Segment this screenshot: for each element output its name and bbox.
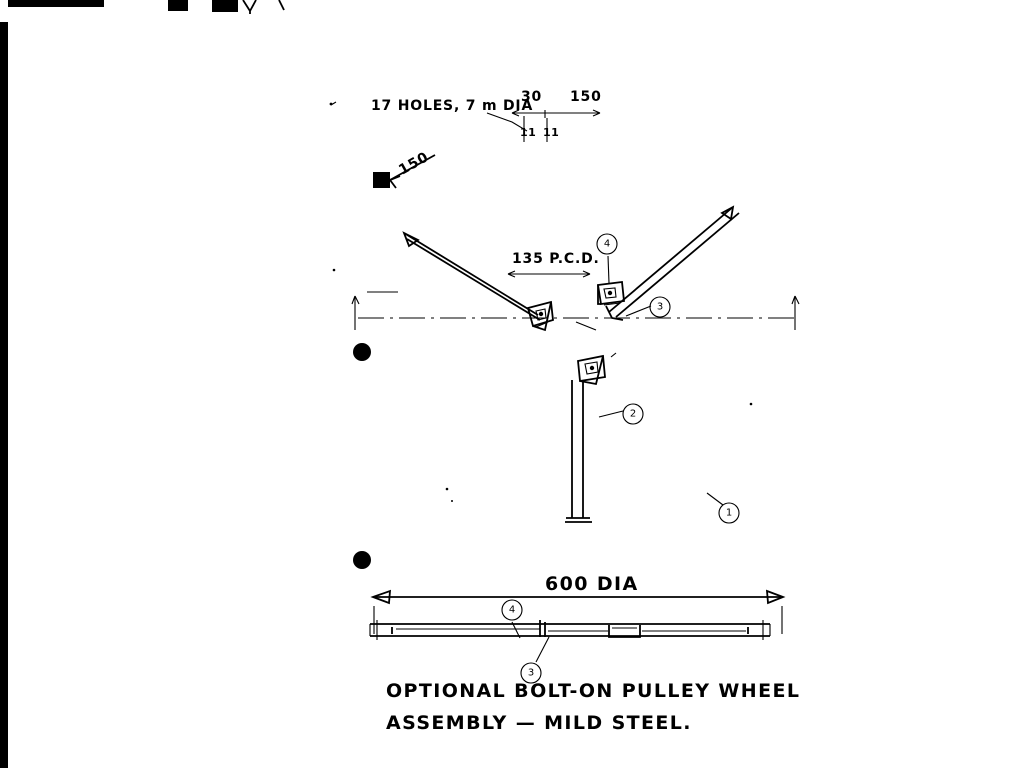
caption-line-1: OPTIONAL BOLT-ON PULLEY WHEEL (386, 680, 801, 702)
pcd-dimension-group (508, 251, 600, 277)
balloon-4-label: 4 (603, 238, 611, 250)
dim-30-label: 30 (521, 89, 543, 105)
balloon-1-label: 1 (725, 507, 733, 519)
leader-to-balloon-3b (536, 637, 549, 662)
caption-line-2: ASSEMBLY — MILD STEEL. (386, 712, 692, 734)
leader-to-balloon-1 (707, 493, 723, 505)
bullet-marks (353, 343, 371, 569)
leader-to-balloon-4 (608, 256, 609, 283)
bullet-mark-upper (353, 343, 371, 361)
caption-block (386, 680, 800, 734)
scan-speckles (330, 103, 753, 502)
dim-30-150-group (512, 89, 602, 142)
pulley-wheel-section (370, 620, 770, 640)
holes-note: 17 HOLES, 7 m DIA (371, 98, 534, 114)
arrowhead-right-arm (722, 207, 733, 219)
holes-note-group (331, 98, 533, 131)
solid-arrow-block (373, 172, 390, 188)
plan-centreline-group (352, 292, 800, 330)
elevation-column (565, 353, 616, 522)
tick-11-a: 11 (520, 126, 537, 139)
balloon-4 (597, 234, 617, 254)
balloon-1 (719, 503, 739, 523)
balloon-2-label: 2 (629, 408, 637, 420)
balloon-4-pulley (502, 600, 522, 620)
pcd-label: 135 P.C.D. (512, 251, 600, 267)
balloon-3-label: 3 (656, 301, 664, 313)
dim-150-left-group (373, 149, 435, 188)
dim-150-top-label: 150 (570, 89, 602, 105)
dim-600-label: 600 DIA (545, 573, 639, 595)
leader-to-balloon-2 (599, 411, 623, 417)
bullet-mark-lower (353, 551, 371, 569)
plan-right-arm (598, 207, 739, 320)
leader-to-balloon-3 (626, 306, 651, 316)
dim-150-left-label: 150 (396, 149, 432, 179)
scan-top-crop-marks (0, 0, 284, 768)
balloon-3 (650, 297, 670, 317)
plan-left-arm (404, 233, 553, 330)
tick-11-b: 11 (543, 126, 560, 139)
balloon-4b-label: 4 (508, 604, 516, 616)
balloon-2 (623, 404, 643, 424)
balloon-3b-label: 3 (527, 667, 535, 679)
